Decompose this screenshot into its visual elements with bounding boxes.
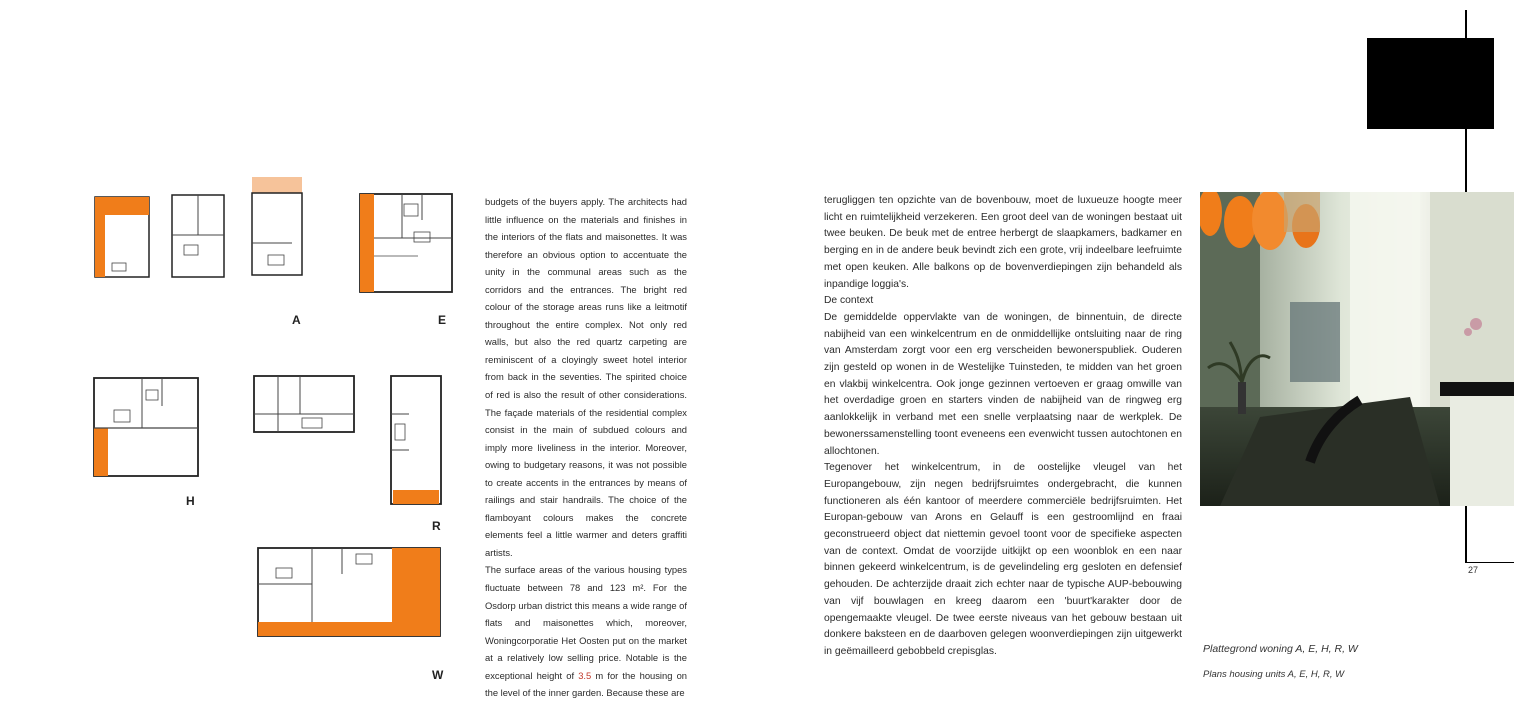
interior-photo	[1200, 192, 1514, 506]
plan-middle	[252, 374, 358, 436]
plan-label-w: W	[432, 668, 444, 682]
plan-e	[358, 192, 458, 296]
page-number: 27	[1468, 565, 1479, 575]
plan-a-group	[92, 175, 307, 285]
plan-r	[389, 374, 445, 508]
caption-english: Plans housing units A, E, H, R, W	[1203, 669, 1345, 680]
black-block	[1367, 38, 1494, 129]
bottom-tick-rule	[1465, 562, 1514, 563]
plan-h	[92, 376, 204, 478]
english-paragraph-2-end: m for the housing on the level of the inner garden. Because these are	[485, 669, 688, 699]
plan-label-h: H	[186, 494, 195, 508]
plan-label-r: R	[432, 519, 441, 533]
english-paragraph-2-start: The surface areas of the various housing types fluctuate between 78 and 123 m². For the Osdorp urban district this means a wide range of flats and maisonettes which, moreover, Woningcorporatie Het Oosten put on the market at a relatively low selling price. Notable is the exceptional height of	[485, 564, 687, 681]
dutch-paragraph-3: Tegenover het winkelcentrum, in de oostelijke vleugel van het Europangebouw, zijn negen bedrijfsruimtes ondergebracht, die kunnen functioneren als één kantoor of meerdere commerciële bedrijfsruimten. Het Europan-gebouw van Arons en Gelauff is een gestroomlijnd en fraai geconstrueerd object dat niettemin gevoel toont voor de specifieke aspecten van de context. Omdat de voorzijde uitkijkt op een woonblok en een naar binnen gekeerd winkelcentrum, is de gevelindeling erg gesloten en defensief gehouden. De achterzijde draait zich echter naar de typische AUP-bebouwing van vijf bouwlagen en kreeg daarom een 'buurt'karakter door de opengemaakte vleugel. De twee eerste niveaus van het gebouw bestaan uit donkere baksteen en de daarboven gelegen woonverdiepingen zijn uitgewerkt in geëmailleerd gebobbeld crepisglas.	[824, 462, 1182, 657]
english-text-column	[485, 193, 687, 702]
english-paragraph-2	[485, 561, 687, 701]
plan-label-a: A	[292, 313, 301, 327]
plan-w	[256, 540, 444, 640]
plan-label-e: E	[438, 313, 447, 327]
height-value: 3.5	[578, 669, 592, 681]
dutch-text-column	[824, 193, 1182, 661]
english-paragraph-1: budgets of the buyers apply. The architects had little influence on the materials and finishes in the interiors of the flats and maisonettes. It was therefore an obvious option to accentuate the unity in the communal areas such as the corridors and the entrances. The bright red colour of the storage areas runs like a leitmotif throughout the entire complex. Not only red walls, but also the red quartz carpeting are reminiscent of a cloyingly sweet hotel interior from back in the seventies. The spirited choice of red is also the result of other considerations. The façade materials of the residential complex consist in the main of subdued colours and imply more liveliness in the interior. Moreover, owing to budgetary reasons, it was not possible to create accents in the entrances by means of railings and stair handrails. The choice of the flamboyant colours makes the concrete elements feel a little warmer and deters graffiti artists.	[485, 196, 687, 558]
dutch-heading-context: De context	[824, 295, 874, 307]
dutch-paragraph-2: De gemiddelde oppervlakte van de woningen, de binnentuin, de directe nabijheid van een winkelcentrum en de onmiddellijke ontsluiting naar de ring van Amsterdam zorgt voor een erg verscheiden bewonerspubliek. Ouderen zijn gesteld op wonen in de Westelijke Tuinsteden, te midden van het groen en vlakbij winkelcentra. Ook jonge gezinnen vertoeven er graag omwille van het overdadige groen en starters vinden de nabijheid van de ringweg erg aanlokkelijk in verband met een snelle verplaatsing naar de werkplek. De bewonerssamenstelling toont eveneens een evenwicht tussen autochtonen en allochtonen.	[824, 311, 1182, 457]
dutch-paragraph-1: terugliggen ten opzichte van de bovenbouw, moet de luxueuze hoogte meer licht en ruimtelijkheid verzekeren. Een groot deel van de woningen bestaat uit twee beuken. De beuk met de entree herbergt de slaapkamers, badkamer en berging en in de andere beuk bevindt zich een grote, vrij indeelbare leefruimte met open keuken. Alle balkons op de bovenverdiepingen zijn behandeld als inpandige loggia's.	[824, 195, 1182, 290]
caption-dutch: Plattegrond woning A, E, H, R, W	[1203, 643, 1358, 655]
